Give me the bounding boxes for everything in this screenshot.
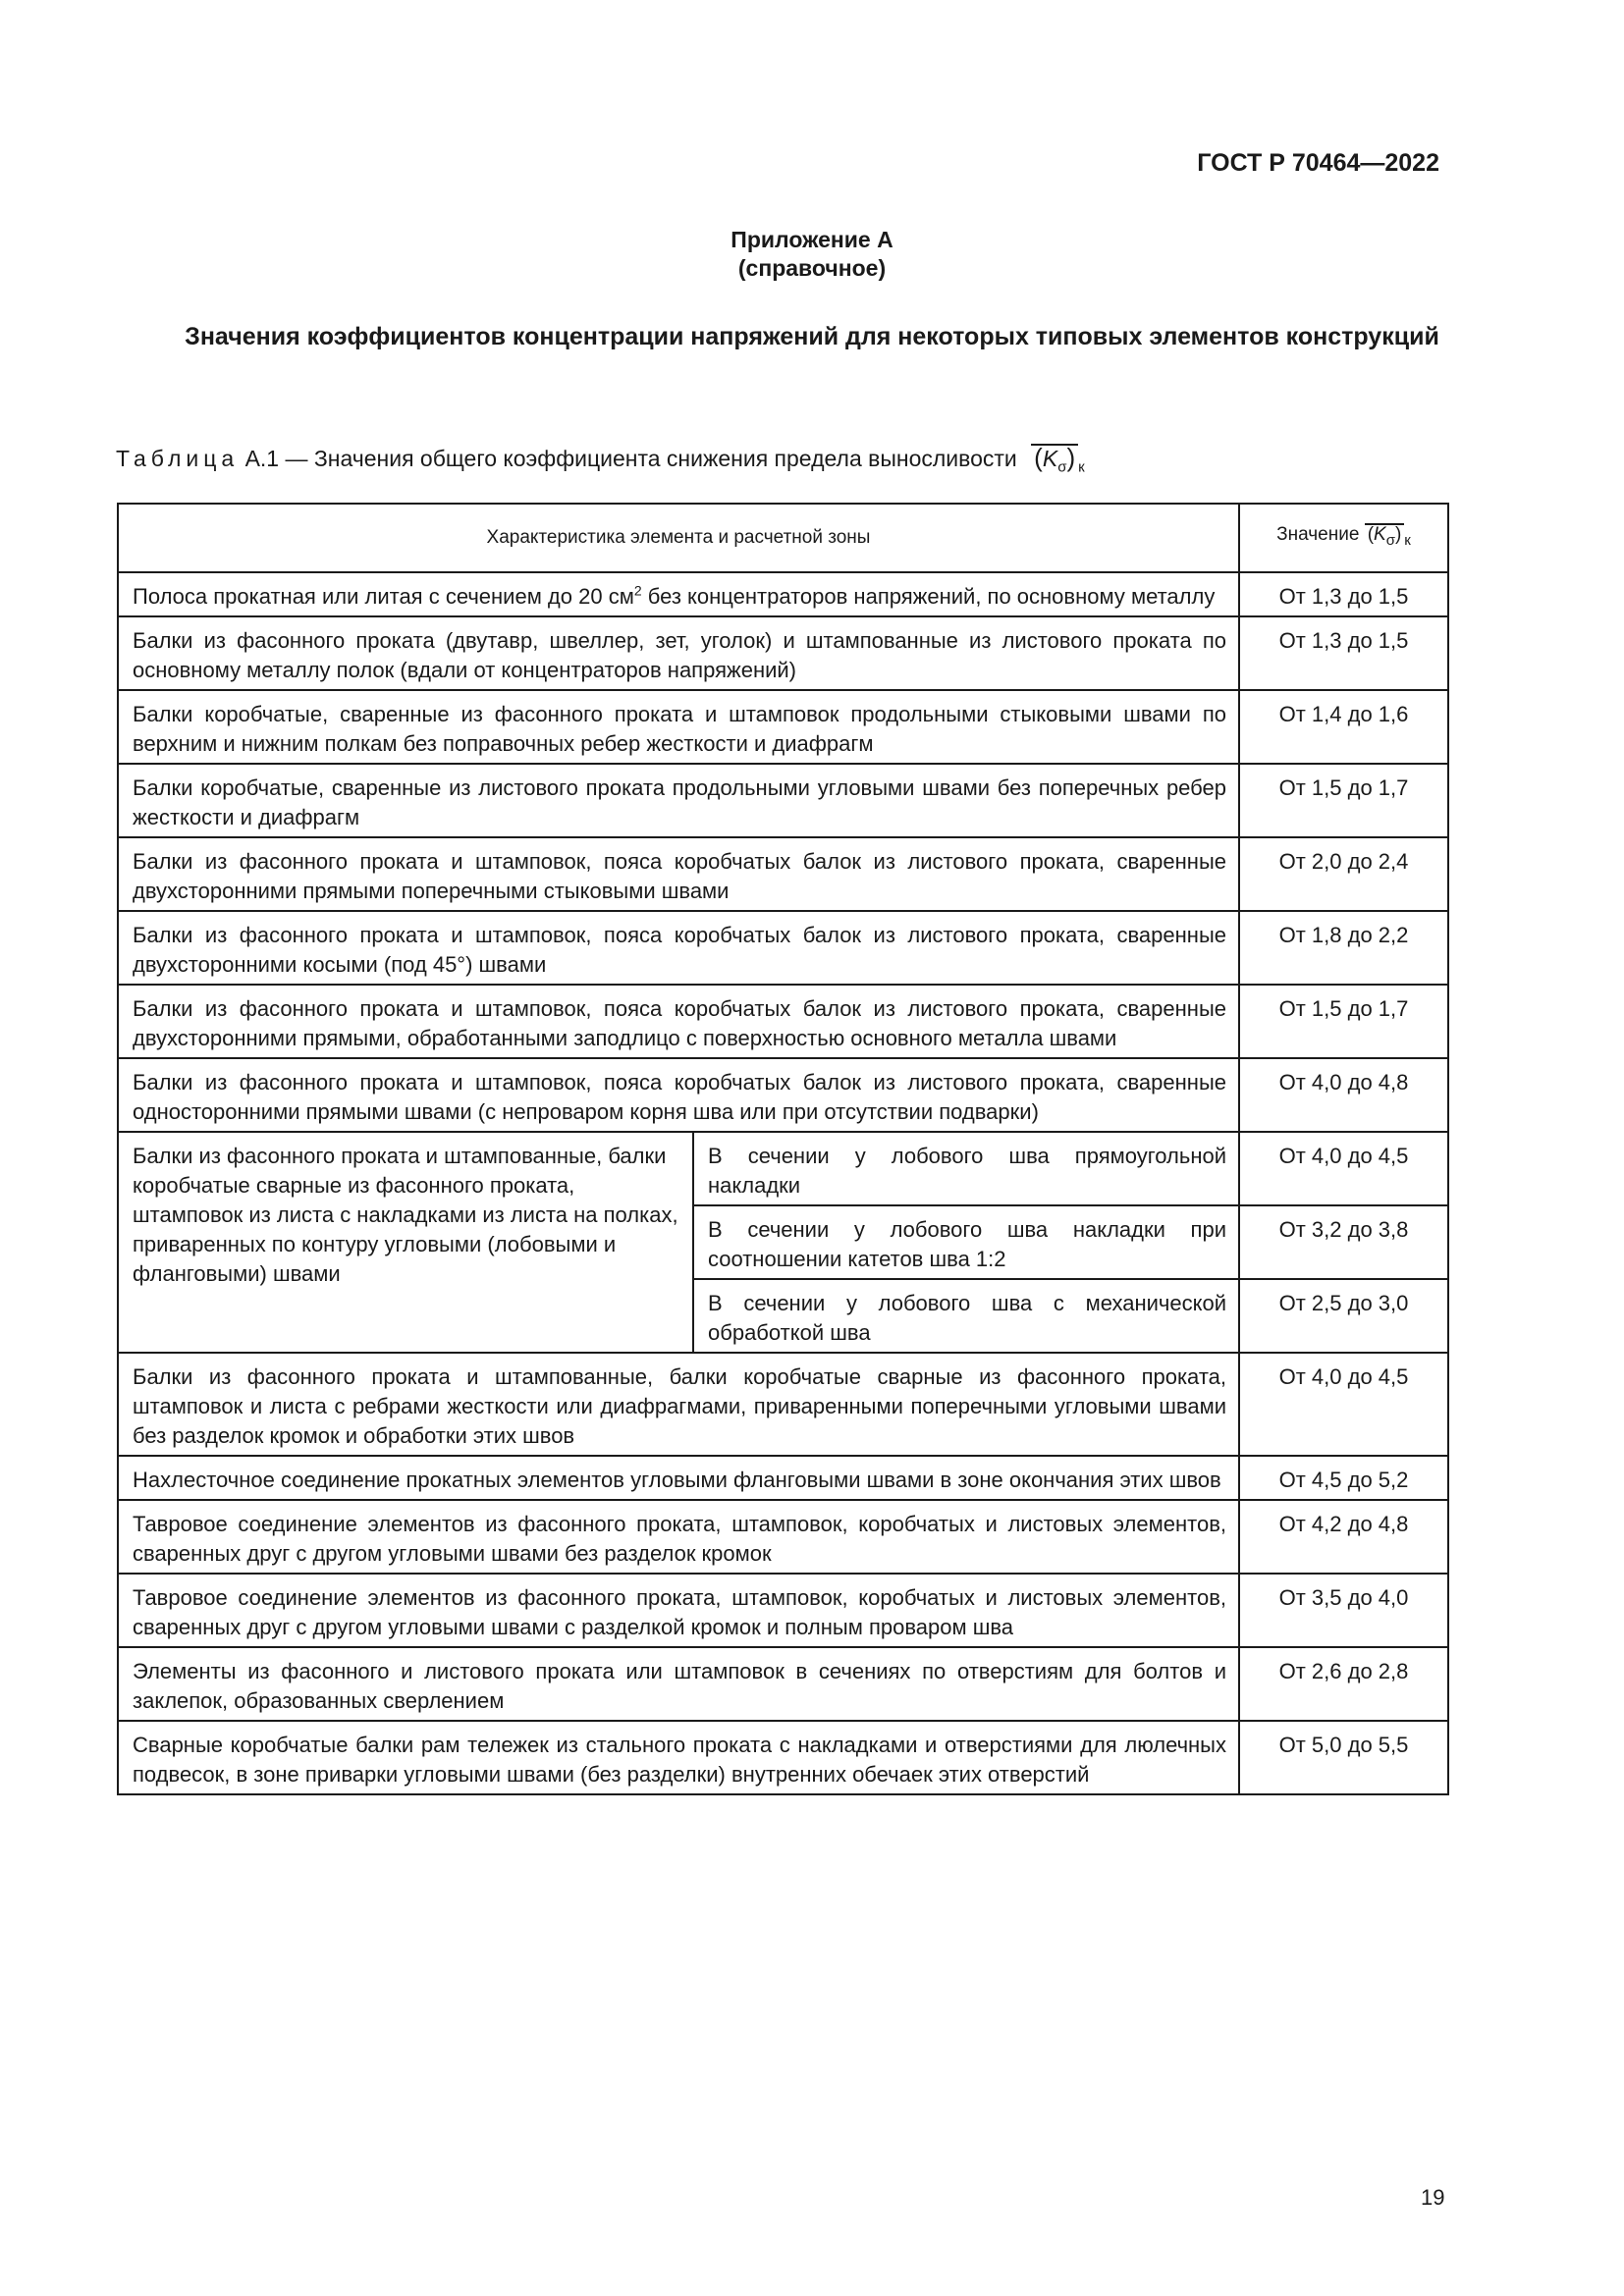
header-value-label: Значение bbox=[1276, 524, 1360, 546]
document-code: ГОСТ Р 70464—2022 bbox=[1197, 149, 1439, 177]
table-caption-text: А.1 — Значения общего коэффициента снижения предела выносливости bbox=[244, 446, 1017, 471]
header-characteristic: Характеристика элемента и расчетной зоны bbox=[118, 504, 1239, 572]
row-value: От 4,0 до 4,8 bbox=[1239, 1058, 1448, 1132]
table-row bbox=[118, 690, 1448, 764]
table-row bbox=[118, 1500, 1448, 1574]
table-caption bbox=[116, 444, 1085, 480]
group-description: Балки из фасонного проката и штампованные, балки коробчатые сварные из фасонного проката, штамповок из листа с накладками из листа на полках, приваренных по контуру угловыми (лобовыми и фланговыми) швами bbox=[118, 1132, 693, 1353]
coefficients-table bbox=[117, 503, 1449, 1795]
row-description: Балки коробчатые, сваренные из листового проката продольными угловыми швами без поперечных ребер жесткости и диафрагм bbox=[118, 764, 1239, 837]
row-text-continued: без концентраторов напряжений, по основному металлу bbox=[641, 584, 1216, 609]
row-value: От 1,5 до 1,7 bbox=[1239, 985, 1448, 1058]
table-row bbox=[118, 616, 1448, 690]
row-description: Балки из фасонного проката и штампованные, балки коробчатые сварные из фасонного проката, штамповок и листа с ребрами жесткости или диафрагмами, приваренными поперечными угловыми швами без разделок кромок и обработки этих швов bbox=[118, 1353, 1239, 1456]
header-value-symbol: $(K_\sigma)$ bbox=[1365, 523, 1405, 551]
row-description bbox=[118, 572, 1239, 616]
page-number: 19 bbox=[1421, 2185, 1445, 2210]
table-row bbox=[118, 1456, 1448, 1500]
table-row bbox=[118, 1721, 1448, 1794]
row-value: От 5,0 до 5,5 bbox=[1239, 1721, 1448, 1794]
row-value: От 1,5 до 1,7 bbox=[1239, 764, 1448, 837]
row-text: Полоса прокатная или литая с сечением до 20 см bbox=[133, 584, 634, 609]
subrow-value: От 4,0 до 4,5 bbox=[1239, 1132, 1448, 1205]
row-value: От 3,5 до 4,0 bbox=[1239, 1574, 1448, 1647]
row-value: От 2,0 до 2,4 bbox=[1239, 837, 1448, 911]
header-symbol-sigma: σ bbox=[1385, 531, 1395, 549]
subrow-description: В сечении у лобового шва с механической обработкой шва bbox=[693, 1279, 1239, 1353]
row-description: Нахлесточное соединение прокатных элементов угловыми фланговыми швами в зоне окончания этих швов bbox=[118, 1456, 1239, 1500]
table-row-group bbox=[118, 1132, 1448, 1205]
table-row bbox=[118, 1353, 1448, 1456]
row-description: Тавровое соединение элементов из фасонного проката, штамповок, коробчатых и листовых элементов, сваренных друг с другом угловыми швами с разделкой кромок и полным проваром шва bbox=[118, 1574, 1239, 1647]
table-row bbox=[118, 1058, 1448, 1132]
row-description: Балки из фасонного проката и штамповок, пояса коробчатых балок из листового проката, сваренные двухсторонними прямыми поперечными стыковыми швами bbox=[118, 837, 1239, 911]
subrow-description: В сечении у лобового шва прямоугольной накладки bbox=[693, 1132, 1239, 1205]
table-caption-label: Таблица bbox=[116, 446, 240, 471]
table-row bbox=[118, 572, 1448, 616]
row-description: Элементы из фасонного и листового проката или штамповок в сечениях по отверстиям для болтов и заклепок, образованных сверлением bbox=[118, 1647, 1239, 1721]
header-symbol-k: K bbox=[1374, 524, 1386, 546]
row-value: От 4,2 до 4,8 bbox=[1239, 1500, 1448, 1574]
table-row bbox=[118, 1647, 1448, 1721]
row-value: От 1,3 до 1,5 bbox=[1239, 616, 1448, 690]
row-value: От 1,4 до 1,6 bbox=[1239, 690, 1448, 764]
row-description: Балки из фасонного проката (двутавр, швеллер, зет, уголок) и штампованные из листового проката по основному металлу полок (вдали от концентраторов напряжений) bbox=[118, 616, 1239, 690]
row-value: От 4,0 до 4,5 bbox=[1239, 1353, 1448, 1456]
section-title: Значения коэффициентов концентрации напряжений для некоторых типовых элементов конструкций bbox=[185, 323, 1439, 350]
symbol-outer-sub: к bbox=[1078, 458, 1085, 476]
table-row bbox=[118, 837, 1448, 911]
row-description: Сварные коробчатые балки рам тележек из стального проката с накладками и отверстиями для люлечных подвесок, в зоне приварки угловыми швами (без разделки) внутренних обечаек этих отверстий bbox=[118, 1721, 1239, 1794]
subrow-value: От 3,2 до 3,8 bbox=[1239, 1205, 1448, 1279]
symbol-sigma: σ bbox=[1057, 458, 1067, 476]
subrow-description: В сечении у лобового шва накладки при соотношении катетов шва 1:2 bbox=[693, 1205, 1239, 1279]
row-value: От 1,8 до 2,2 bbox=[1239, 911, 1448, 985]
row-description: Балки из фасонного проката и штамповок, пояса коробчатых балок из листового проката, сваренные двухсторонними прямыми, обработанными заподлицо с поверхностью основного металла швами bbox=[118, 985, 1239, 1058]
annex-heading bbox=[0, 226, 1624, 283]
subrow-value: От 2,5 до 3,0 bbox=[1239, 1279, 1448, 1353]
table-header-row bbox=[118, 504, 1448, 572]
row-description: Балки из фасонного проката и штамповок, пояса коробчатых балок из листового проката, сваренные односторонними прямыми швами (с непроваром корня шва или при отсутствии подварки) bbox=[118, 1058, 1239, 1132]
table-row bbox=[118, 1574, 1448, 1647]
row-value: От 1,3 до 1,5 bbox=[1239, 572, 1448, 616]
row-description: Балки коробчатые, сваренные из фасонного проката и штамповок продольными стыковыми швами по верхним и нижним полкам без поправочных ребер жесткости и диафрагм bbox=[118, 690, 1239, 764]
coefficient-symbol: $(K_\sigma)$ $_к$ bbox=[1031, 444, 1085, 480]
row-text-superscript: 2 bbox=[633, 582, 642, 599]
table-row bbox=[118, 764, 1448, 837]
row-description: Балки из фасонного проката и штамповок, пояса коробчатых балок из листового проката, сваренные двухсторонними косыми (под 45°) швами bbox=[118, 911, 1239, 985]
row-value: От 4,5 до 5,2 bbox=[1239, 1456, 1448, 1500]
header-value bbox=[1239, 504, 1448, 572]
annex-subtitle: (справочное) bbox=[737, 255, 887, 281]
header-symbol-outer-sub: к bbox=[1404, 531, 1411, 549]
annex-title: Приложение А bbox=[731, 227, 893, 252]
symbol-k: K bbox=[1042, 446, 1058, 471]
row-description: Тавровое соединение элементов из фасонного проката, штамповок, коробчатых и листовых элементов, сваренных друг с другом угловыми швами без разделок кромок bbox=[118, 1500, 1239, 1574]
table-row bbox=[118, 911, 1448, 985]
table-row bbox=[118, 985, 1448, 1058]
row-value: От 2,6 до 2,8 bbox=[1239, 1647, 1448, 1721]
